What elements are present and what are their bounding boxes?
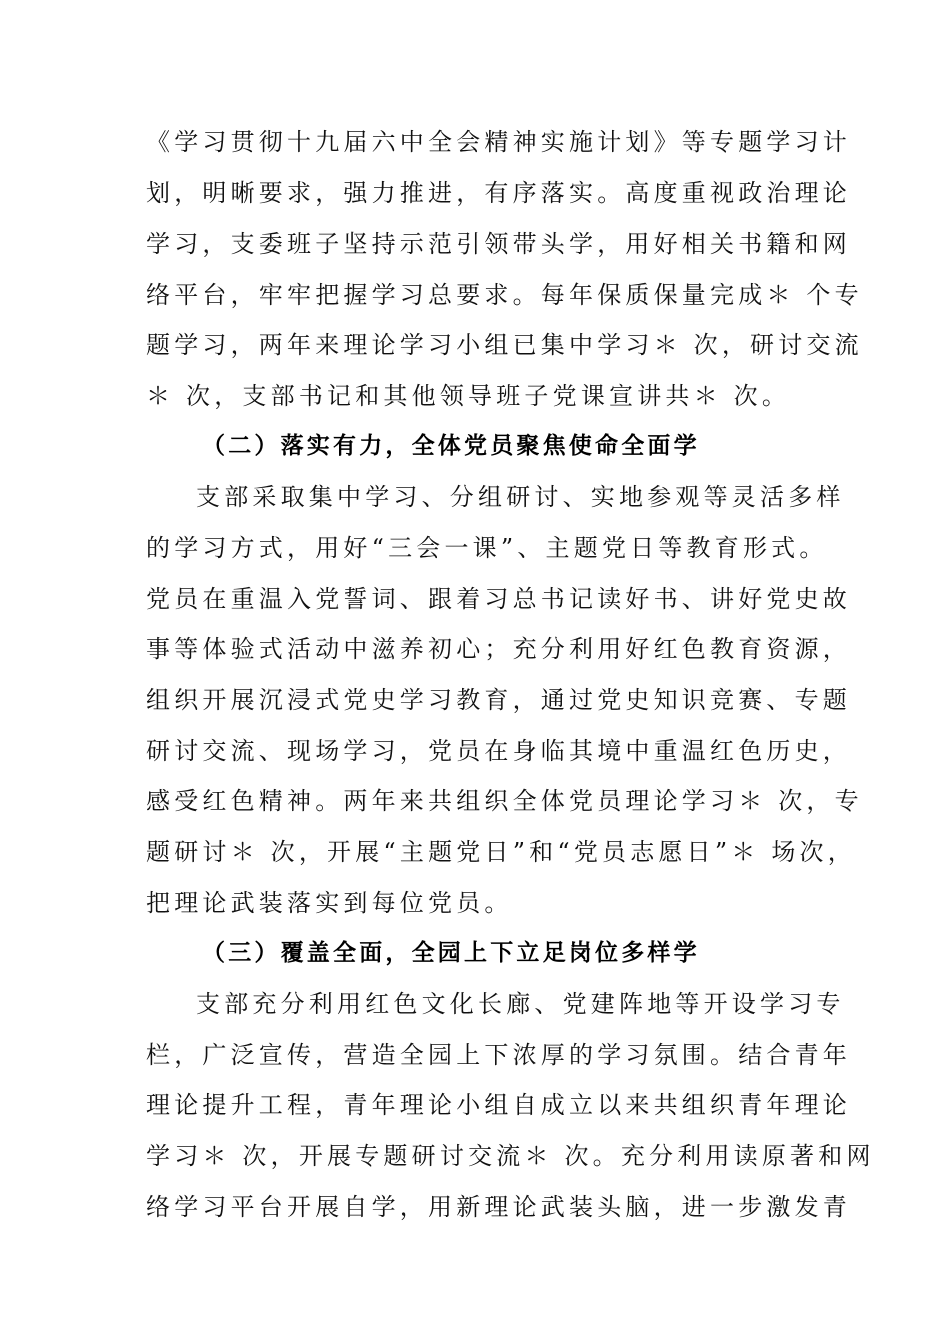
paragraph-1-line-4: 络平台，牢牢把握学习总要求。每年保质保量完成＊ 个专: [146, 281, 863, 309]
paragraph-1-line-2: 划，明晰要求，强力推进，有序落实。高度重视政治理论: [146, 179, 851, 207]
paragraph-2-line-3: 党员在重温入党誓词、跟着习总书记读好书、讲好党史故: [146, 585, 851, 613]
paragraph-3-line-2: 栏，广泛宣传，营造全园上下浓厚的学习氛围。结合青年: [146, 1041, 851, 1069]
paragraph-1-line-6: ＊ 次，支部书记和其他领导班子党课宣讲共＊ 次。: [146, 382, 791, 410]
paragraph-3-line-5: 络学习平台开展自学，用新理论武装头脑，进一步激发青: [146, 1193, 851, 1221]
paragraph-2-line-2: 的学习方式，用好“三会一课”、主题党日等教育形式。: [146, 534, 828, 562]
paragraph-3-line-3: 理论提升工程，青年理论小组自成立以来共组织青年理论: [146, 1091, 851, 1119]
paragraph-2-line-7: 感受红色精神。两年来共组织全体党员理论学习＊ 次，专: [146, 787, 863, 815]
paragraph-2-line-9: 把理论武装落实到每位党员。: [146, 889, 513, 917]
paragraph-1-line-3: 学习，支委班子坚持示范引领带头学，用好相关书籍和网: [146, 230, 851, 258]
paragraph-2-line-5: 组织开展沉浸式党史学习教育，通过党史知识竞赛、专题: [146, 686, 851, 714]
paragraph-1-line-5: 题学习，两年来理论学习小组已集中学习＊ 次，研讨交流: [146, 331, 863, 359]
paragraph-2-line-8: 题研讨＊ 次，开展“主题党日”和“党员志愿日”＊ 场次，: [146, 838, 856, 866]
paragraph-3-line-4: 学习＊ 次，开展专题研讨交流＊ 次。充分利用读原著和网: [146, 1142, 875, 1170]
paragraph-2-line-6: 研讨交流、现场学习，党员在身临其境中重温红色历史，: [146, 737, 851, 765]
section-heading-3: （三）覆盖全面，全园上下立足岗位多样学: [202, 940, 700, 966]
paragraph-1-line-1: 《学习贯彻十九届六中全会精神实施计划》等专题学习计: [146, 128, 851, 156]
paragraph-2-line-1: 支部采取集中学习、分组研讨、实地参观等灵活多样: [196, 483, 845, 511]
section-heading-2: （二）落实有力，全体党员聚焦使命全面学: [202, 433, 700, 459]
paragraph-3-line-1: 支部充分利用红色文化长廊、党建阵地等开设学习专: [196, 990, 845, 1018]
paragraph-2-line-4: 事等体验式活动中滋养初心；充分利用好红色教育资源，: [146, 635, 851, 663]
